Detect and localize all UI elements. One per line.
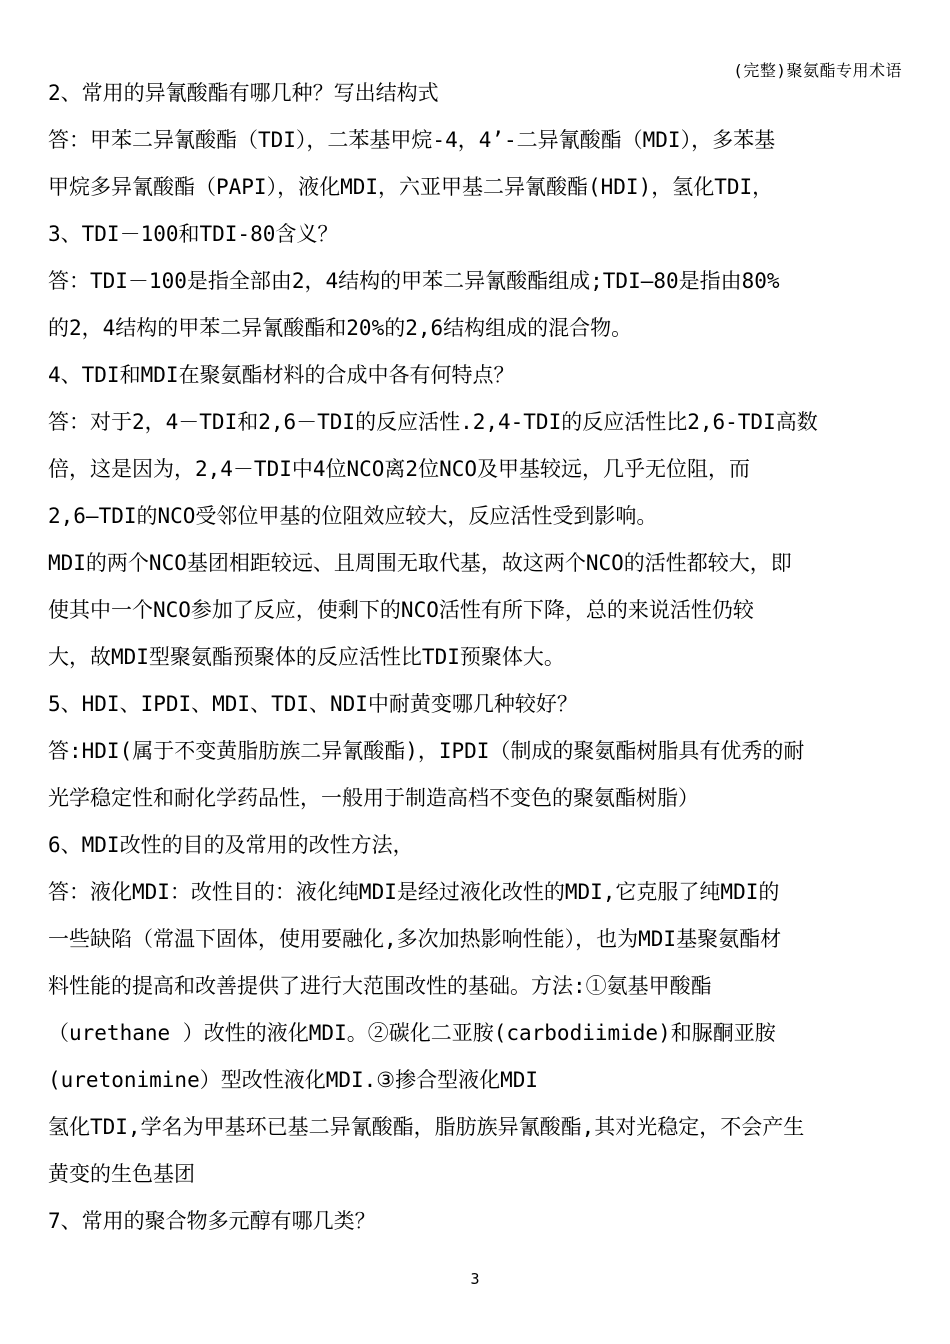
text-line: 6、MDI改性的目的及常用的改性方法，: [48, 833, 414, 857]
text-line: 2,6—TDI的NCO受邻位甲基的位阻效应较大，反应活性受到影响。: [48, 504, 658, 528]
text-line: 5、HDI、IPDI、MDI、TDI、NDI中耐黄变哪几种较好？: [48, 692, 578, 716]
text-line: 甲烷多异氰酸酯（PAPI），液化MDI，六亚甲基二异氰酸酯(HDI)，氢化TDI，: [48, 175, 774, 199]
document-body: [48, 70, 904, 1245]
text-line: 7、常用的聚合物多元醇有哪几类？: [48, 1209, 376, 1233]
text-line: （urethane ）改性的液化MDI。②碳化二亚胺(carbodiimide)和脲酮亚胺: [48, 1021, 776, 1045]
text-line: 的2，4结构的甲苯二异氰酸酯和20%的2,6结构组成的混合物。: [48, 316, 633, 340]
text-line: 2、常用的异氰酸酯有哪几种？写出结构式: [48, 81, 439, 105]
text-line: 使其中一个NCO参加了反应，使剩下的NCO活性有所下降，总的来说活性仍较: [48, 598, 754, 622]
page-number: 3: [470, 1270, 480, 1288]
document-header: (完整)聚氨酯专用术语: [733, 61, 902, 80]
text-line: 4、TDI和MDI在聚氨酯材料的合成中各有何特点？: [48, 363, 515, 387]
text-line: 答：对于2，4－TDI和2,6－TDI的反应活性.2,4-TDI的反应活性比2,6-TDI高数: [48, 410, 818, 434]
text-line: 一些缺陷（常温下固体，使用要融化,多次加热影响性能），也为MDI基聚氨酯材: [48, 927, 782, 951]
text-line: 答:HDI(属于不变黄脂肪族二异氰酸酯)，IPDI（制成的聚氨酯树脂具有优秀的耐: [48, 739, 805, 763]
text-line: MDI的两个NCO基团相距较远、且周围无取代基，故这两个NCO的活性都较大，即: [48, 551, 792, 575]
text-line: 光学稳定性和耐化学药品性，一般用于制造高档不变色的聚氨酯树脂）: [48, 786, 699, 810]
text-line: 氢化TDI,学名为甲基环已基二异氰酸酯，脂肪族异氰酸酯,其对光稳定，不会产生: [48, 1115, 805, 1139]
text-line: 答：TDI－100是指全部由2，4结构的甲苯二异氰酸酯组成;TDI—80是指由80%: [48, 269, 780, 293]
text-line: 大，故MDI型聚氨酯预聚体的反应活性比TDI预聚体大。: [48, 645, 565, 669]
text-line: 3、TDI－100和TDI-80含义？: [48, 222, 339, 246]
text-line: 料性能的提高和改善提供了进行大范围改性的基础。方法:①氨基甲酸酯: [48, 974, 712, 998]
text-line: 倍，这是因为，2,4－TDI中4位NCO离2位NCO及甲基较远，几乎无位阻，而: [48, 457, 751, 481]
text-line: 答：甲苯二异氰酸酯（TDI），二苯基甲烷-4，4’-二异氰酸酯（MDI），多苯基: [48, 128, 776, 152]
text-line: (uretonimine）型改性液化MDI.③掺合型液化MDI: [48, 1068, 539, 1092]
text-line: 黄变的生色基团: [48, 1162, 195, 1186]
text-line: 答：液化MDI：改性目的：液化纯MDI是经过液化改性的MDI,它克服了纯MDI的: [48, 880, 780, 904]
